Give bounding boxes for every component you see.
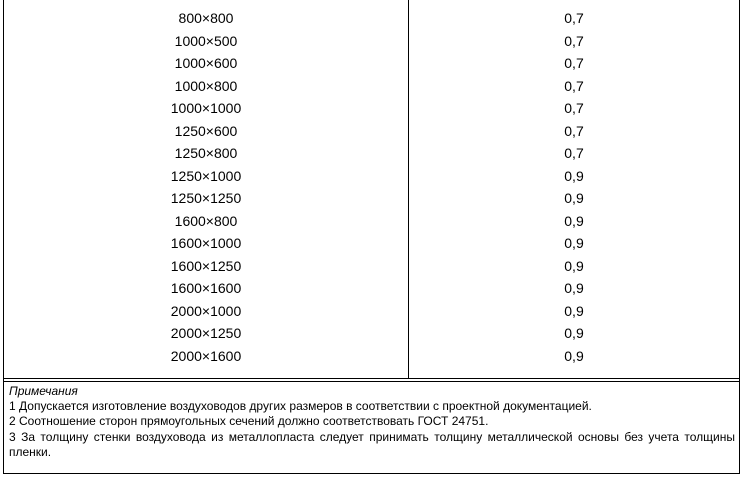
size-cell: 1600×800: [174, 212, 238, 229]
table-row: [4, 143, 739, 166]
size-cell: 800×800: [178, 10, 234, 26]
document-frame: [3, 0, 740, 474]
size-cell: 1600×1000: [170, 235, 242, 251]
size-cell: 1000×600: [174, 55, 238, 71]
thickness-cell: 0,9: [564, 257, 584, 274]
table-row: [4, 166, 739, 189]
thickness-cell: 0,9: [564, 212, 584, 229]
size-cell: 2000×1000: [170, 302, 242, 319]
table-row: [4, 53, 739, 76]
size-cell: 1000×500: [174, 32, 238, 49]
size-cell: 1000×1000: [170, 100, 242, 116]
size-cell: 1600×1600: [170, 280, 242, 296]
thickness-cell: 0,7: [564, 10, 584, 26]
notes-separator: [4, 378, 739, 379]
thickness-cell: 0,7: [564, 77, 584, 94]
thickness-cell: 0,9: [564, 167, 584, 184]
table-body: [4, 8, 739, 368]
thickness-cell: 0,7: [564, 145, 584, 161]
table-row: [4, 98, 739, 121]
dimensions-table: [4, 0, 739, 378]
thickness-cell: 0,7: [564, 32, 584, 49]
size-cell: 1250×600: [174, 122, 238, 139]
table-row: [4, 211, 739, 234]
notes-title: Примечания: [9, 384, 78, 398]
table-row: [4, 233, 739, 256]
thickness-cell: 0,9: [564, 325, 584, 341]
thickness-cell: 0,7: [564, 100, 584, 116]
size-cell: 2000×1250: [170, 325, 242, 341]
thickness-cell: 0,9: [564, 302, 584, 319]
size-cell: 1600×1250: [170, 257, 242, 274]
thickness-cell: 0,7: [564, 122, 584, 139]
table-row: [4, 76, 739, 99]
table-row: [4, 278, 739, 301]
size-cell: 2000×1600: [170, 347, 242, 364]
thickness-cell: 0,9: [564, 235, 584, 251]
table-row: [4, 301, 739, 324]
table-row: [4, 256, 739, 279]
table-row: [4, 121, 739, 144]
size-cell: 1000×800: [174, 77, 238, 94]
note-item-2: 2 Соотношение сторон прямоугольных сечений должно соответствовать ГОСТ 24751.: [9, 414, 489, 429]
size-cell: 1250×800: [174, 145, 238, 161]
notes-section: [9, 384, 735, 460]
thickness-cell: 0,9: [564, 280, 584, 296]
table-row: [4, 8, 739, 31]
thickness-cell: 0,9: [564, 190, 584, 206]
size-cell: 1250×1250: [170, 190, 242, 206]
table-row: [4, 31, 739, 54]
note-item-3: 3 За толщину стенки воздуховода из металлопласта следует принимать толщину металлической основы без учета толщины пленки.: [9, 429, 735, 459]
table-row: [4, 346, 739, 369]
size-cell: 1250×1000: [170, 167, 242, 184]
table-row: [4, 188, 739, 211]
thickness-cell: 0,9: [564, 347, 584, 364]
note-item-1: 1 Допускается изготовление воздуховодов других размеров в соответствии с проектной документацией.: [9, 399, 592, 414]
thickness-cell: 0,7: [564, 55, 584, 71]
notes-separator-inner: [4, 381, 739, 382]
table-row: [4, 323, 739, 346]
